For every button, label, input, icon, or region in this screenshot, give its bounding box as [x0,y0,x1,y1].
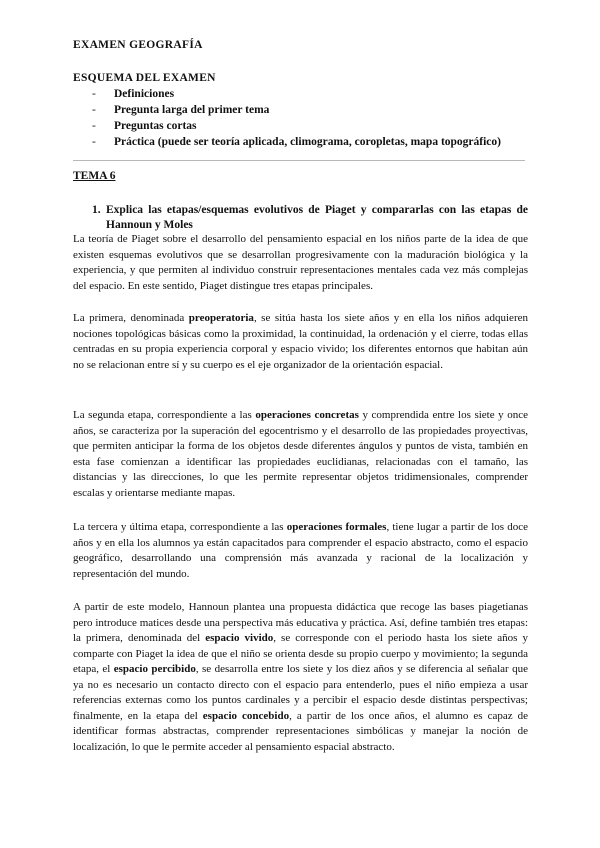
paragraph-text: , tiene lugar a partir de los doce años y en ella los alumnos ya están capacitados para comprender el espacio abstracto, como el espacio geográfico, desarrollando una comprensión más avanzada y racional de la localización y representación del mundo. [73,521,528,580]
section-title: TEMA 6 [73,170,116,182]
paragraph-text: y comprendida entre los siete y once años, se caracteriza por la superación del egocentrismo y el desarrollo de las propiedades proyectivas, que permiten anticipar la forma de los objetos desde diferentes ángulos y puntos de vista, también en esta fase comienzan a identificar las propiedades euclidianas, relacionadas con el tamaño, las distancias y las direcciones, lo que les permite representar objetos tridimensionales, comprender escalas y orientarse mediante mapas. [73,409,528,499]
bullet-dash: - [92,104,96,116]
bullet-dash: - [92,136,96,148]
list-item-text: Pregunta larga del primer tema [114,104,270,116]
list-item-text: Preguntas cortas [114,120,197,132]
list-item [92,102,501,118]
bold-term: preoperatoria [188,312,254,324]
list-item-text: Práctica (puede ser teoría aplicada, climograma, coropletas, mapa topográfico) [114,136,501,148]
question-heading [92,203,528,232]
paragraph-operaciones-formales [73,520,528,582]
document-title: EXAMEN GEOGRAFÍA [73,39,203,51]
list-item [92,134,501,150]
bold-term: operaciones concretas [255,409,359,421]
paragraph-text: , se sitúa hasta los siete años y en ella los niños adquieren nociones topológicas básicas como la proximidad, la continuidad, la ordenación y el cierre, todas ellas centradas en su propia experiencia corporal y espacio vivido; los diferentes entornos que habitan aún no se relacionan entre sí y su cuerpo es el eje organizador de la orientación espacial. [73,312,528,371]
paragraph-text: La teoría de Piaget sobre el desarrollo del pensamiento espacial en los niños parte de la idea de que existen esquemas evolutivos que se desarrollan progresivamente con la maduración biológica y la experiencia, y que permiten al individuo construir representaciones mentales cada vez más complejas del espacio. En este sentido, Piaget distingue tres etapas principales. [73,233,528,292]
bold-term: espacio percibido [113,663,196,675]
section-divider [73,160,525,161]
bullet-dash: - [92,88,96,100]
paragraph-text: , se corresponde con el periodo hasta los siete años y comparte con Piaget la idea de que el niño se orienta desde su propio cuerpo y movimiento; la segunda etapa, el [73,632,528,675]
exam-outline-list [92,86,501,150]
paragraph-piaget-intro [73,232,528,294]
bold-term: espacio concebido [202,709,290,722]
paragraph-text: A partir de este modelo, Hannoun plantea una propuesta didáctica que recoge las bases piagetianas pero introduce matices desde una perspectiva más educativa y práctica. Así, define también tres etapas: la primera, denominada del [73,601,528,644]
outline-heading: ESQUEMA DEL EXAMEN [73,72,216,84]
question-number: 1. [92,204,101,216]
question-text: Explica las etapas/esquemas evolutivos de Piaget y compararlas con las etapas de Hannoun y Moles [106,204,528,231]
paragraph-text: , a partir de los once años, el alumno es capaz de identificar formas abstractas, comprender representaciones simbólicas y manejar la noción de localización, lo que le permite acceder al pensamiento espacial abstracto. [73,709,529,753]
paragraph-text: La primera, denominada [73,312,189,324]
paragraph-preoperatoria [73,311,528,373]
paragraph-text: La segunda etapa, correspondiente a las [73,409,256,421]
bold-term: espacio vivido [205,632,274,644]
paragraph-operaciones-concretas [73,408,528,501]
paragraph-text: La tercera y última etapa, correspondiente a las [73,521,287,533]
bullet-dash: - [92,120,96,132]
paragraph-hannoun [73,600,528,755]
list-item [92,118,501,134]
paragraph-text: , se desarrolla entre los siete y los diez años y se diferencia al señalar que ya no es necesario un contacto directo con el espacio para entenderlo, pues el niño empieza a usar referencias externas como los puntos cardinales y a percibir el espacio desde distintas perspectivas; finalmente, en la etapa del [73,663,528,722]
bold-term: operaciones formales [286,521,387,533]
list-item [92,86,501,102]
list-item-text: Definiciones [114,88,175,100]
